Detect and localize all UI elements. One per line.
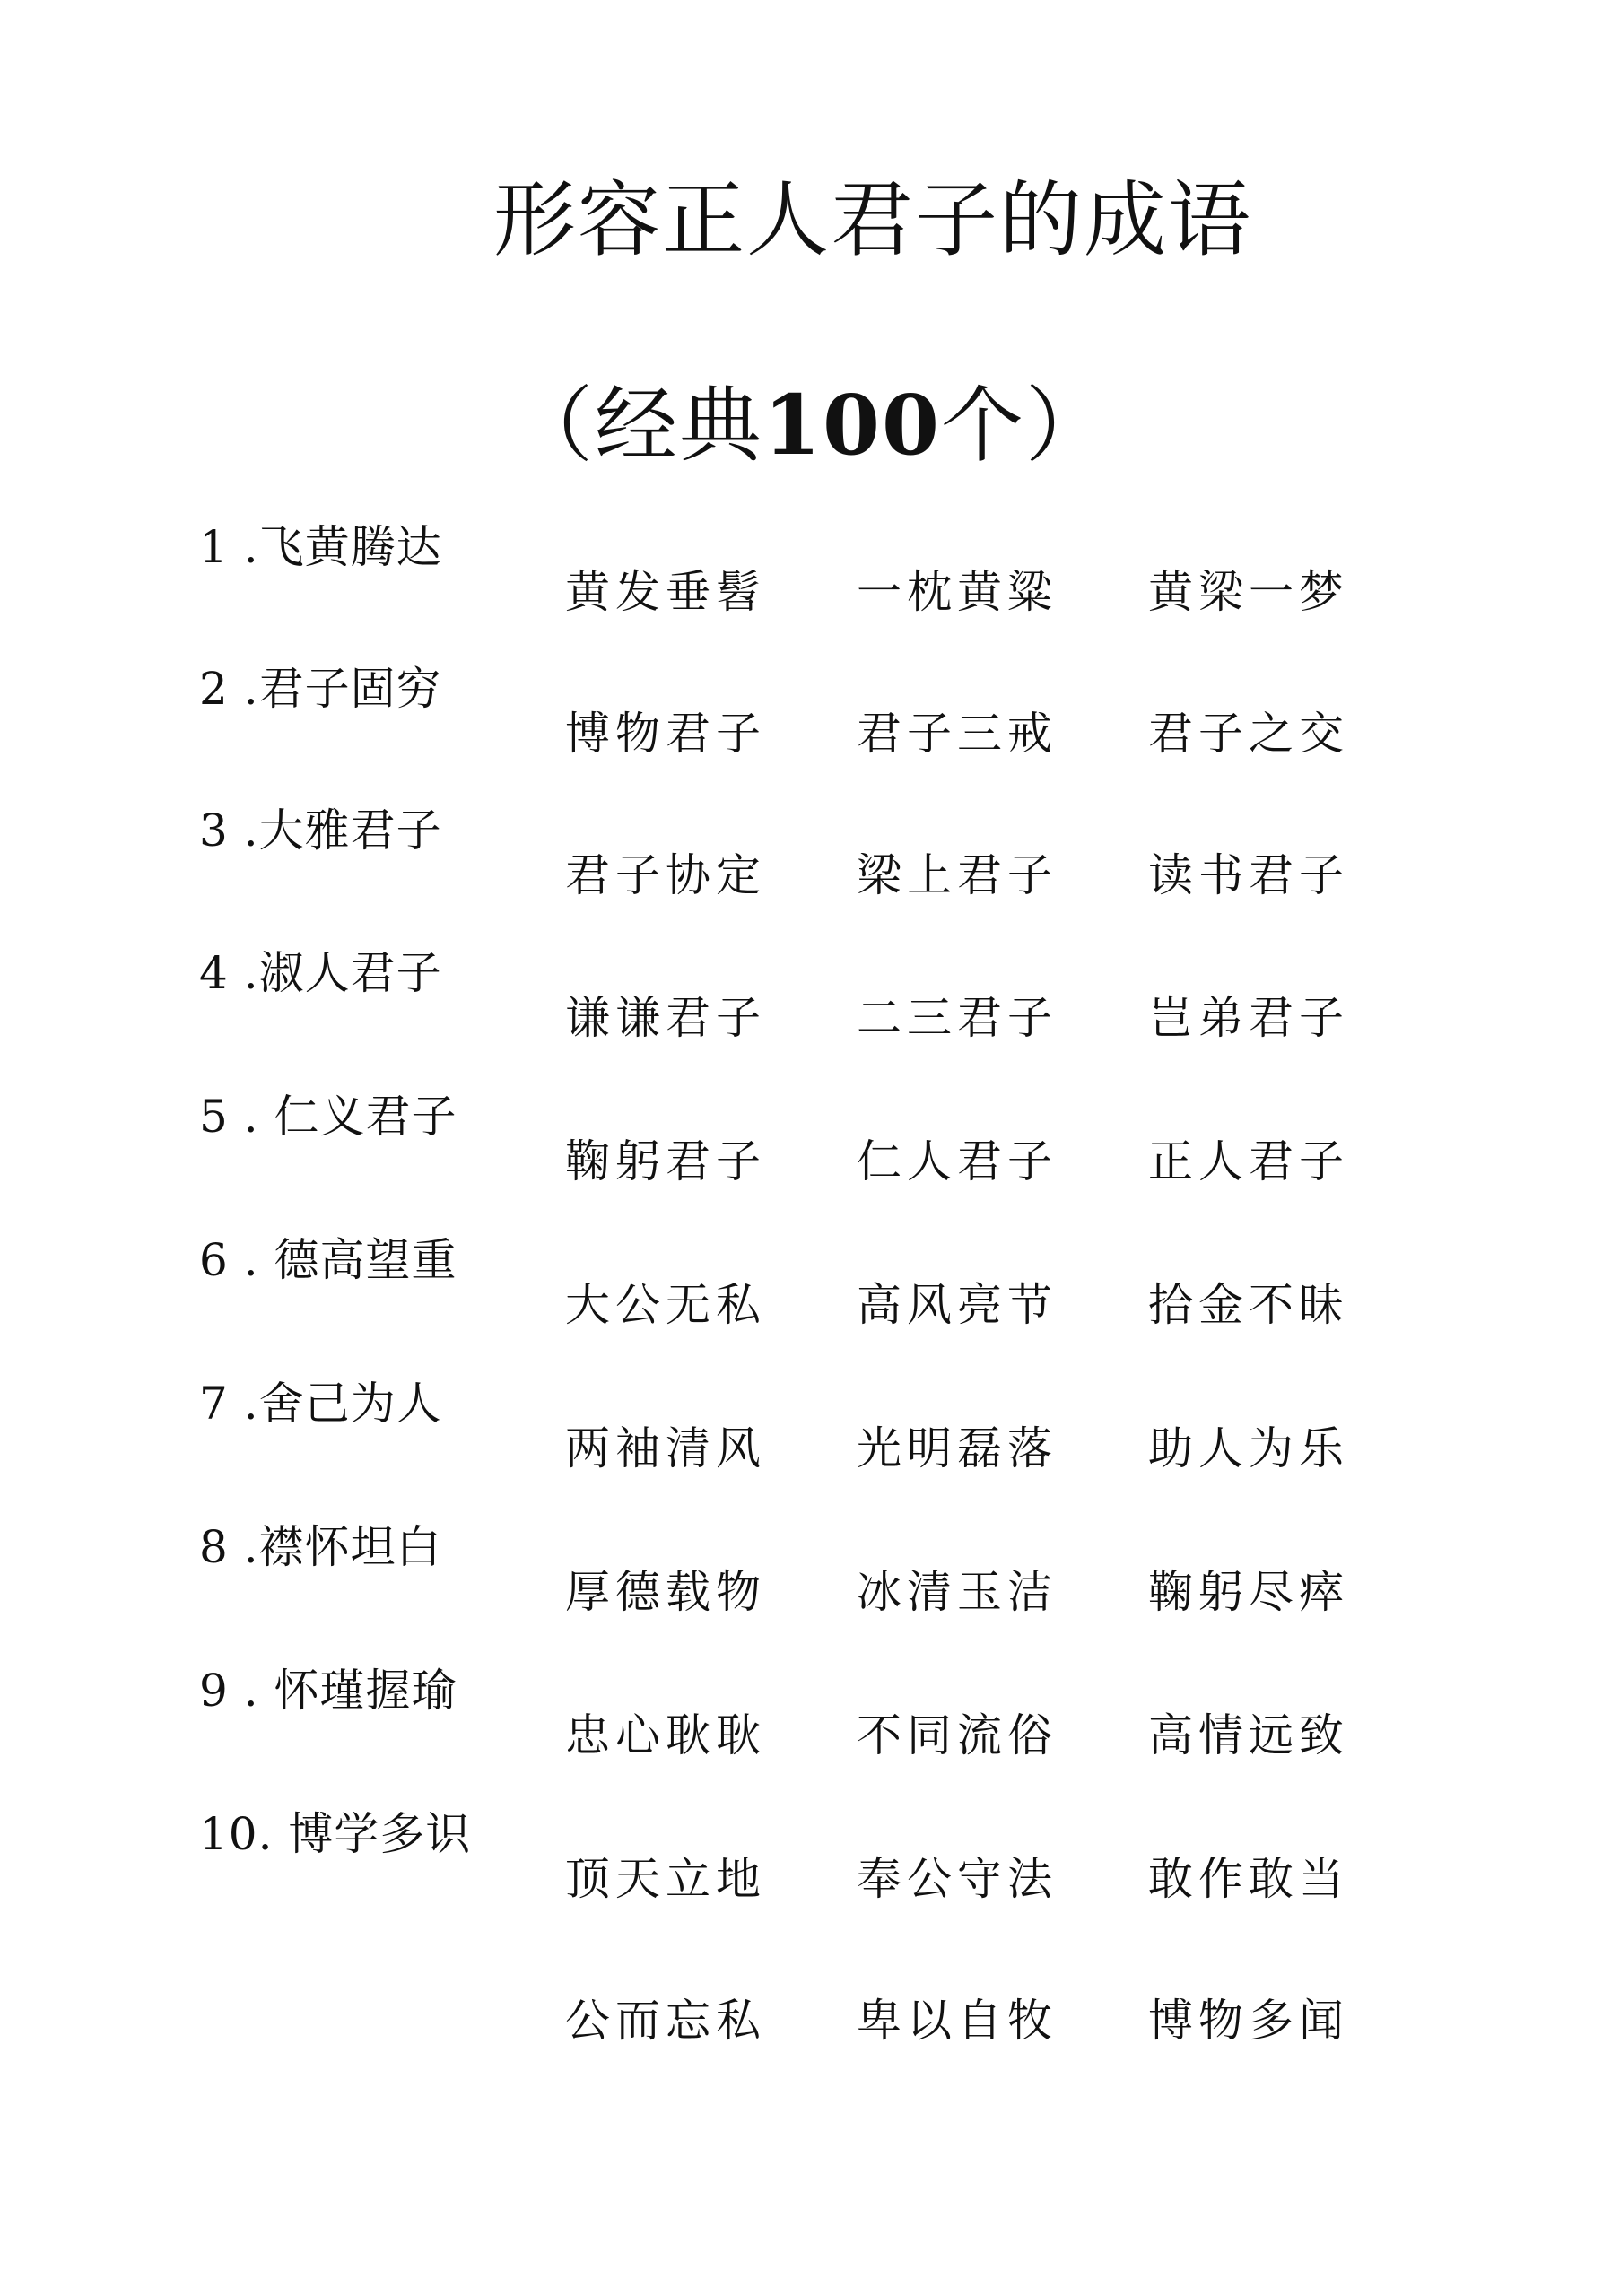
- idiom-cell: 读书君子: [1148, 849, 1349, 901]
- list-item: [0, 1091, 1620, 1238]
- idiom-cell: 公而忘私: [565, 1995, 766, 2047]
- idiom-cell: 鞠躬尽瘁: [1148, 1566, 1349, 1618]
- idiom-cell: 不同流俗: [857, 1709, 1058, 1761]
- lead-idiom: 9 . 怀瑾握瑜: [199, 1665, 457, 1717]
- idiom-cell: 忠心耿耿: [565, 1709, 766, 1761]
- idiom-cell: 君子三戒: [857, 708, 1058, 760]
- idiom-cell: 鞠躬君子: [565, 1135, 766, 1187]
- idiom-cell: 正人君子: [1148, 1135, 1349, 1187]
- idiom-cell: 助人为乐: [1148, 1422, 1349, 1474]
- idiom-cell: 大公无私: [565, 1279, 766, 1331]
- list-item: [0, 1665, 1620, 1812]
- idiom-cell: 顶天立地: [565, 1853, 766, 1905]
- idiom-cell: 一枕黄粱: [857, 566, 1058, 618]
- subtitle-open: （经典: [510, 378, 763, 474]
- lead-idiom: 8 .襟怀坦白: [199, 1521, 442, 1573]
- lead-idiom: 10. 博学多识: [199, 1808, 472, 1860]
- idiom-cell: 仁人君子: [857, 1135, 1058, 1187]
- list-item: [0, 1234, 1620, 1381]
- list-item: [0, 1953, 1620, 2097]
- lead-idiom: 1 .飞黄腾达: [199, 521, 442, 573]
- idiom-cell: 岂弟君子: [1148, 992, 1349, 1044]
- idiom-cell: 两袖清风: [565, 1422, 766, 1474]
- idiom-cell: 高风亮节: [857, 1279, 1058, 1331]
- idiom-cell: 高情远致: [1148, 1709, 1349, 1761]
- idiom-cell: 黄发垂髫: [565, 566, 766, 618]
- list-item: [0, 1808, 1620, 1955]
- idiom-cell: 谦谦君子: [565, 992, 766, 1044]
- list-item: [0, 1521, 1620, 1668]
- list-item: [0, 804, 1620, 952]
- idiom-cell: 二三君子: [857, 992, 1058, 1044]
- idiom-cell: 卑以自牧: [857, 1995, 1058, 2047]
- idiom-cell: 梁上君子: [857, 849, 1058, 901]
- list-item: [0, 663, 1620, 810]
- idiom-cell: 厚德载物: [565, 1566, 766, 1618]
- idiom-cell: 君子协定: [565, 849, 766, 901]
- idiom-cell: 博物多闻: [1148, 1995, 1349, 2047]
- subtitle-close: 个）: [941, 378, 1110, 474]
- lead-idiom: 6 . 德高望重: [199, 1234, 457, 1286]
- idiom-cell: 博物君子: [565, 708, 766, 760]
- lead-idiom: 3 .大雅君子: [199, 804, 442, 857]
- list-item: [0, 947, 1620, 1094]
- idiom-cell: 敢作敢当: [1148, 1853, 1349, 1905]
- idiom-cell: 黄梁一梦: [1148, 566, 1349, 618]
- lead-idiom: 5 . 仁义君子: [199, 1091, 457, 1143]
- lead-idiom: 4 .淑人君子: [199, 947, 442, 999]
- idiom-cell: 光明磊落: [857, 1422, 1058, 1474]
- page-title: 形容正人君子的成语: [492, 172, 1252, 268]
- lead-idiom: 2 .君子固穷: [199, 663, 442, 715]
- list-item: [0, 521, 1620, 668]
- list-item: [0, 1378, 1620, 1525]
- idiom-cell: 君子之交: [1148, 708, 1349, 760]
- idiom-cell: 冰清玉洁: [857, 1566, 1058, 1618]
- idiom-cell: 奉公守法: [857, 1853, 1058, 1905]
- idiom-cell: 拾金不昧: [1148, 1279, 1349, 1331]
- lead-idiom: 7 .舍己为人: [199, 1378, 442, 1430]
- subtitle-number: 100: [762, 377, 942, 474]
